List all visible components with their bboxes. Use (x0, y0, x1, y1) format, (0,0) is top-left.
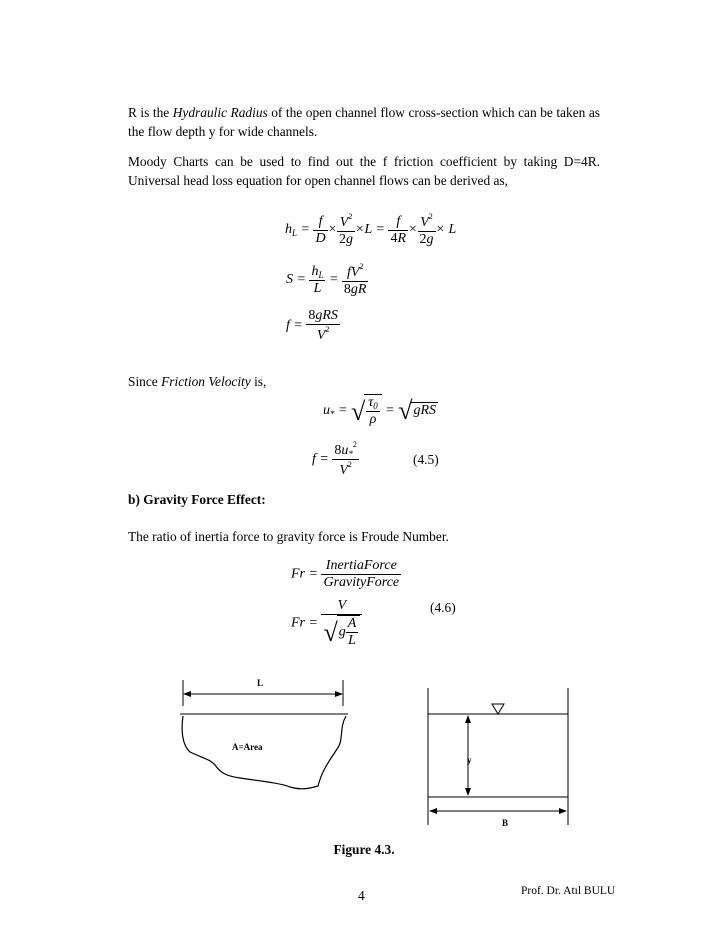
equation-number-4-5: (4.5) (413, 452, 439, 467)
froude-velocity-equation: Fr = V √g $\frac{A}{L}$ (291, 598, 362, 649)
arrowhead-left (183, 691, 191, 697)
slope-equation: S = $\frac{h_L}{L}$ = $\frac{fV^2}{8gR}$ (286, 262, 367, 297)
text-run: is, (250, 374, 267, 389)
label-B: B (502, 818, 509, 828)
author-footer: Prof. Dr. Atıl BULU (521, 885, 616, 897)
arrowhead-right (335, 691, 343, 697)
base-arrowhead-left (429, 808, 437, 814)
label-area: A=Area (232, 742, 263, 752)
water-surface-triangle-icon (492, 704, 504, 714)
text-run: R is the (128, 105, 173, 120)
label-y: y (467, 755, 472, 765)
text-run: of the open channel flow cross-section which can be taken as the flow depth y for wide channels. (128, 105, 600, 139)
equation-number-4-6: (4.6) (430, 600, 456, 615)
text-run: Since (128, 374, 162, 389)
depth-arrowhead-top (465, 715, 471, 723)
friction-velocity-equation: $u_*$ = √ $\frac{\tau_0}{\rho}$ = √gRS (323, 395, 437, 427)
froude-paragraph: The ratio of inertia force to gravity force is Froude Number. (128, 529, 449, 544)
depth-arrowhead-bottom (465, 788, 471, 796)
page-number: 4 (358, 888, 365, 903)
rectangular-channel-section (428, 688, 568, 825)
froude-force-equation: Fr = $\frac{\text{InertiaForce}}{\text{GravityForce}}$ (291, 558, 400, 590)
section-heading: b) Gravity Force Effect: (128, 492, 266, 507)
base-arrowhead-right (559, 808, 567, 814)
friction-factor-equation: f = $\frac{\text{8gRS}}{V^2}$ (286, 308, 338, 343)
irregular-channel-section (180, 680, 348, 789)
friction-velocity-term: Friction Velocity (161, 374, 251, 389)
friction-factor-shear-equation: f = $\frac{8u_*^2}{V^2}$ (312, 440, 357, 478)
head-loss-equation: $h_L$ = $\frac{f}{D}$ × $\frac{V^2}{2g}$ ×L = $\frac{f}{4R}$ × $\frac{V^2}{2g}$ × L (285, 212, 457, 247)
moody-paragraph: Moody Charts can be used to find out the f friction coefficient by taking D=4R. Universal head loss equation for open channel flows can be derived as, (128, 154, 600, 188)
hydraulic-radius-term: Hydraulic Radius (172, 105, 268, 120)
figure-caption: Figure 4.3. (333, 842, 395, 857)
channel-bed-outline (182, 716, 346, 789)
label-L: L (257, 678, 264, 688)
